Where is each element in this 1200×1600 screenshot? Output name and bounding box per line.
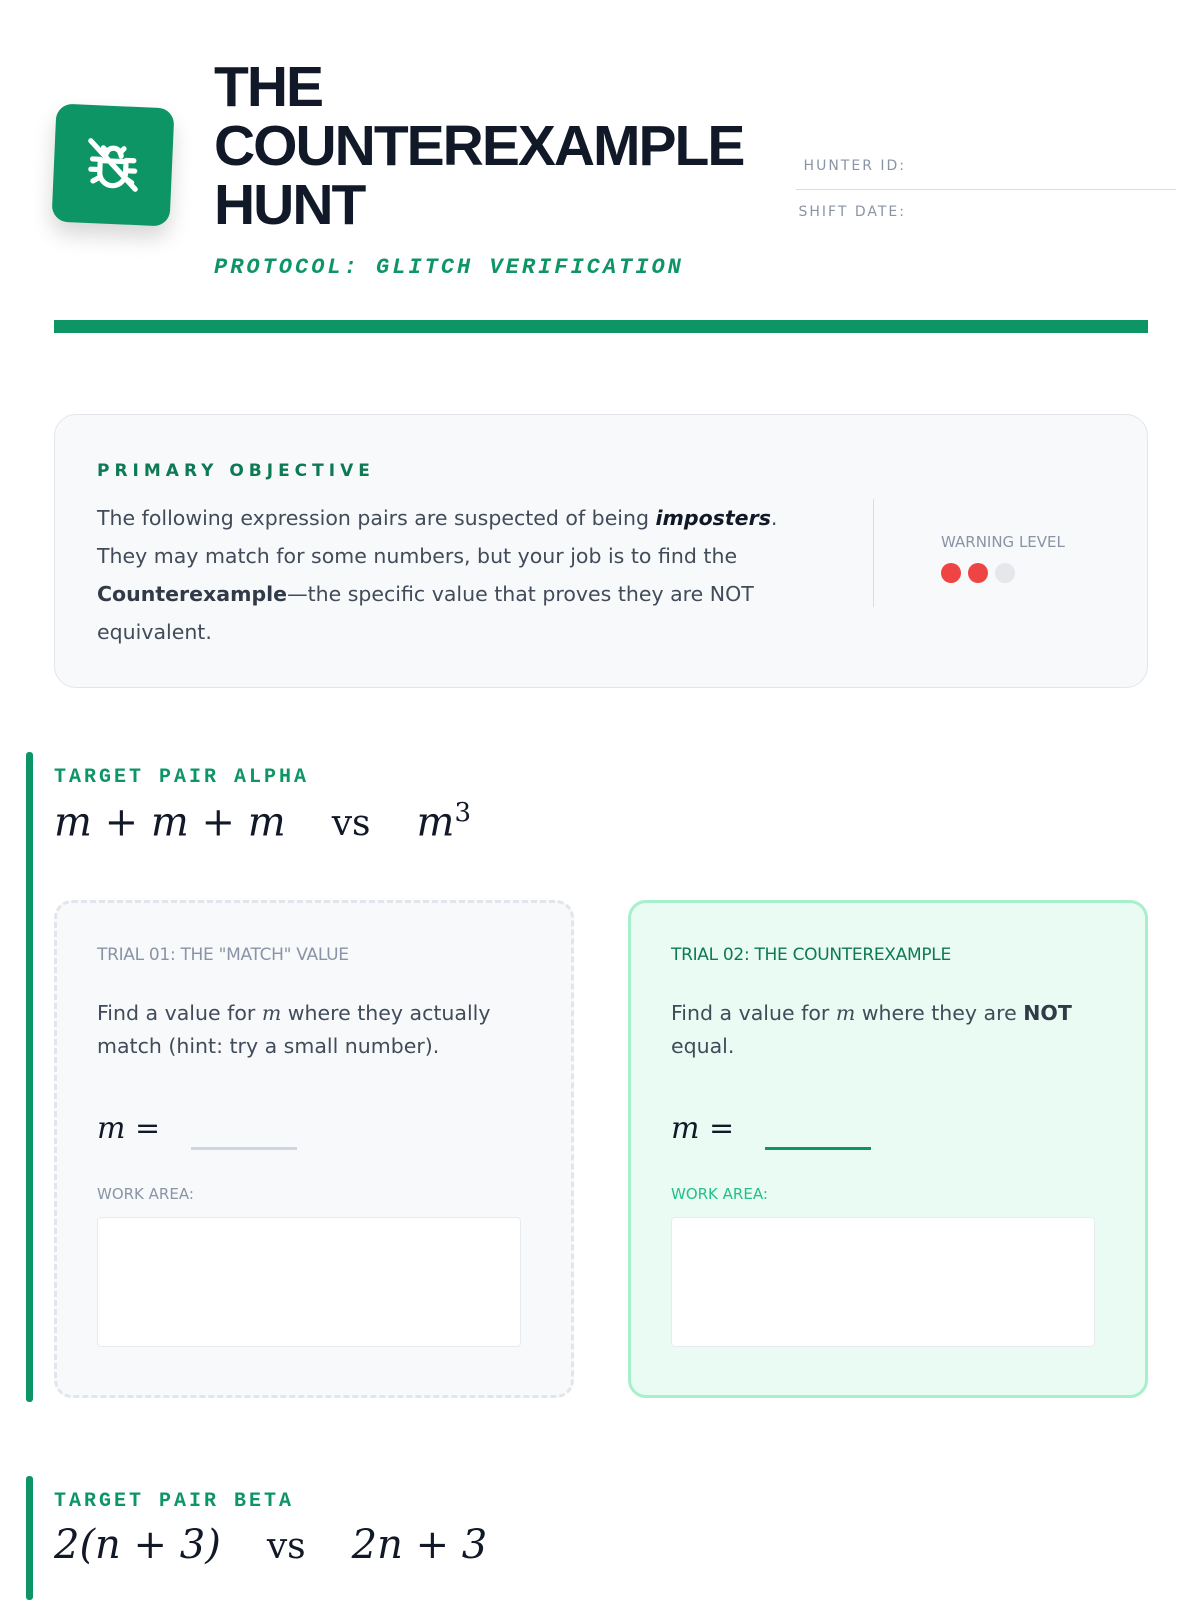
answer-equation: m = (671, 1111, 735, 1146)
left-expression: 2(n + 3) (54, 1522, 221, 1568)
header (54, 55, 1176, 298)
trial-01-card (54, 900, 574, 1398)
title-line: COUNTEREXAMPLE (214, 114, 744, 178)
logo (51, 103, 174, 226)
work-area-label: WORK AREA: (671, 1185, 768, 1203)
title-line: HUNT (214, 173, 365, 237)
trial-instructions (97, 997, 537, 1063)
pair-expression (54, 798, 471, 845)
answer-equation: m = (97, 1111, 161, 1146)
vs-label: vs (331, 803, 371, 845)
work-area[interactable] (97, 1217, 521, 1347)
work-area[interactable] (671, 1217, 1095, 1347)
header-divider (54, 320, 1148, 333)
hunter-id-field[interactable] (906, 154, 1176, 179)
shift-date-label: SHIFT DATE: (798, 204, 906, 220)
objective-emphasis: imposters (655, 506, 771, 530)
answer-blank[interactable] (765, 1147, 871, 1150)
trial-variable: m (835, 1001, 856, 1025)
bug-off-icon (81, 133, 146, 198)
objective-text (97, 499, 817, 651)
pair-accent-bar (26, 752, 33, 1402)
hunter-id-row (796, 154, 1176, 190)
trial-text-part: Find a value for (97, 1001, 262, 1025)
pair-expression (54, 1522, 487, 1568)
right-expression-base: m (416, 799, 455, 846)
objective-text-part: The following expression pairs are suspected of being (97, 506, 656, 530)
trial-instructions (671, 997, 1111, 1063)
trial-heading: TRIAL 02: THE COUNTEREXAMPLE (671, 945, 951, 965)
pair-label: TARGET PAIR BETA (54, 1490, 295, 1513)
target-pair-beta (26, 1476, 1148, 1600)
right-expression-exponent: 3 (454, 798, 471, 828)
meta-fields (796, 154, 1176, 245)
shift-date-field[interactable] (906, 200, 1176, 225)
right-expression: 2n + 3 (351, 1522, 488, 1568)
trial-text-part: where they actually match (hint: try a small number). (97, 1001, 491, 1058)
objective-heading: PRIMARY OBJECTIVE (97, 461, 375, 481)
objective-bold: Counterexample (97, 582, 288, 606)
target-pair-alpha (26, 752, 1148, 1402)
warning-dot (995, 563, 1015, 583)
trial-text-part: equal. (671, 1034, 735, 1058)
pair-accent-bar (26, 1476, 33, 1600)
trial-variable: m (261, 1001, 282, 1025)
trial-heading: TRIAL 01: THE "MATCH" VALUE (97, 945, 349, 965)
pair-label: TARGET PAIR ALPHA (54, 766, 310, 789)
objective-card (54, 414, 1148, 688)
objective-text-part: . They may match for some numbers, but your job is to find the (97, 506, 778, 568)
hunter-id-label: HUNTER ID: (803, 158, 906, 174)
subtitle: PROTOCOL: GLITCH VERIFICATION (214, 255, 684, 280)
trial-text-part: where they are (855, 1001, 1024, 1025)
warning-dot (968, 563, 988, 583)
answer-blank[interactable] (191, 1147, 297, 1150)
warning-dots (941, 563, 1065, 583)
vs-label: vs (266, 1526, 306, 1567)
objective-text-part: —the specific value that proves they are NOT equivalent. (97, 582, 754, 644)
work-area-label: WORK AREA: (97, 1185, 194, 1203)
warning-level (941, 533, 1065, 583)
objective-divider (873, 499, 874, 607)
warning-label: WARNING LEVEL (941, 533, 1065, 551)
trial-text-part: Find a value for (671, 1001, 836, 1025)
title-block (214, 55, 854, 280)
trial-02-card (628, 900, 1148, 1398)
shift-date-row (796, 200, 1176, 235)
page-title (214, 55, 854, 237)
trial-bold: NOT (1023, 1001, 1072, 1025)
warning-dot (941, 563, 961, 583)
left-expression: m + m + m (54, 799, 286, 846)
title-line: THE (214, 55, 322, 119)
